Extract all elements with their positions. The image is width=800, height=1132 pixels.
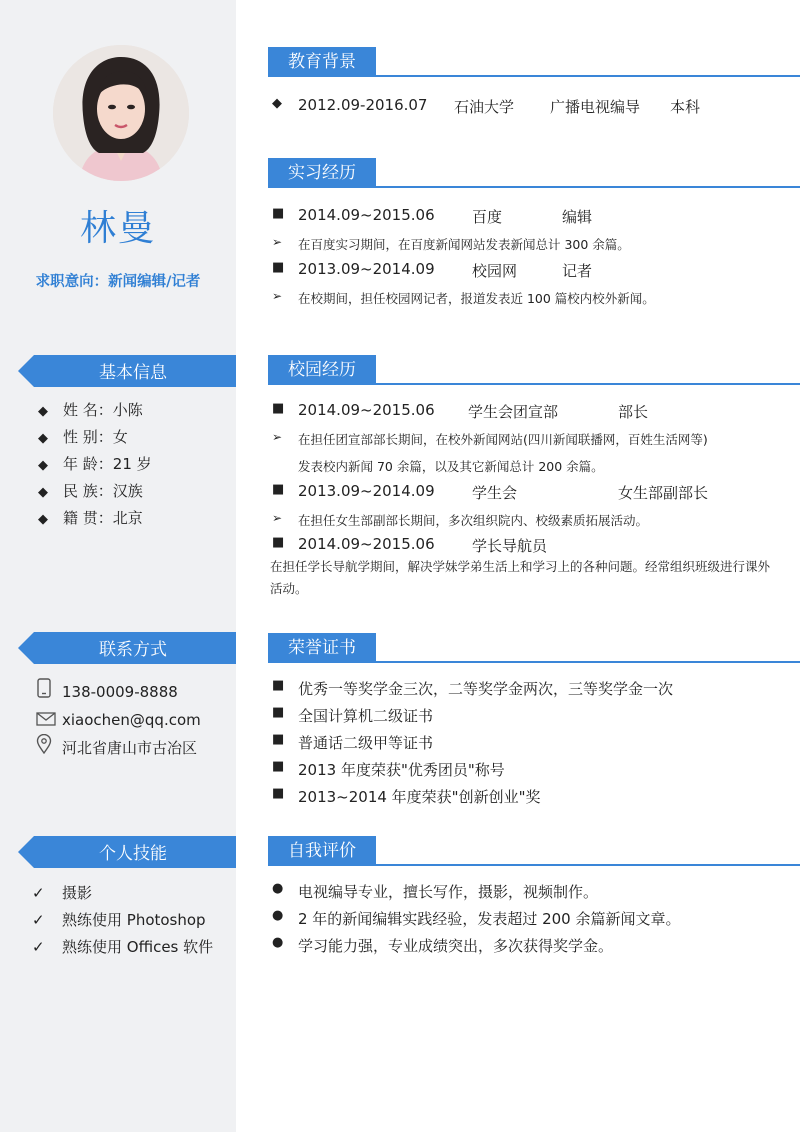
contact-title: 联系方式 [99,640,167,660]
arrow-bullet-icon: ➢ [272,235,283,249]
square-bullet-icon: ■ [272,786,285,801]
square-bullet-icon: ■ [272,732,285,747]
diamond-bullet-icon: ◆ [38,512,48,527]
square-bullet-icon: ■ [272,678,285,693]
contact-email: xiaochen@qq.com [36,706,201,734]
portrait-image [53,45,189,181]
honors-title: 荣誉证书 [268,633,376,663]
list-item: ◆ 年 龄：21 岁 [38,451,152,478]
square-bullet-icon: ■ [272,535,285,550]
square-bullet-icon: ■ [272,759,285,774]
candidate-name: 林曼 [79,208,156,249]
list-item: ◆ 籍 贯：北京 [38,505,152,532]
list-item: ◆ 民 族：汉族 [38,478,152,505]
header-divider [376,661,800,663]
diamond-bullet-icon: ◆ [38,458,48,473]
diamond-bullet-icon: ◆ [38,404,48,419]
contact-phone: 138-0009-8888 [36,678,201,706]
arrow-bullet-icon: ➢ [272,430,283,444]
square-bullet-icon: ■ [272,482,285,497]
education-header [268,47,800,79]
contact-address: 河北省唐山市古冶区 [36,734,201,762]
diamond-bullet-icon: ◆ [38,485,48,500]
phone-icon [36,678,62,707]
location-icon [36,734,62,763]
list-item: ◆ 姓 名：小陈 [38,397,152,424]
basic-info-title: 基本信息 [99,363,167,383]
header-divider [376,383,800,385]
dot-bullet-icon: ● [272,908,284,923]
square-bullet-icon: ■ [272,705,285,720]
header-divider [376,864,800,866]
check-icon: ✓ [32,911,45,929]
list-item: ✓ 摄影 [32,880,213,907]
skills-list [32,880,213,961]
header-divider [376,75,800,77]
mail-icon [36,707,62,735]
self-eval-header [268,836,800,868]
check-icon: ✓ [32,938,45,956]
dot-bullet-icon: ● [272,935,284,950]
diamond-bullet-icon: ◆ [38,431,48,446]
internship-title: 实习经历 [268,158,376,188]
self-eval-title: 自我评价 [268,836,376,866]
internship-header [268,158,800,190]
dot-bullet-icon: ● [272,881,284,896]
diamond-bullet-icon: ◆ [272,96,282,111]
main-content: 教育背景 ◆ 2012.09-2016.07 石油大学 广播电视编导 本科 实习经历 ■ 2014.09~2015.06 百度 编辑 ➢ 在百度实习期间，在百度新闻网站发表新闻总计 300 余篇。 ■ 2013.09~2014.09 校园网 记者 ➢ 在校期间，担任校园网记者，报道发表近 100 篇校内校外新闻。 校园经历 ■ 2014.09~2015.06 学生会团宣部 部长 ➢ 在担任团宣部部长期间，在校外新闻网站(四川新闻联播网，百姓生活网等) 发表校内新闻 70 余篇，以及其它新闻总计 200 余篇。 ■ 2013.09~2014.09 学生会 女生部副部长 ➢ 在担任女生部副部长期间，多次组织院内、校级素质拓展活动。 ■ 2014.09~2015.06 学长导航员 在担任学长导航学期间，解决学妹学弟生活上和学习上的各种问题。经常组织班级进行课外活动。 荣誉证书 ■ 优秀一等奖学金三次，二等奖学金两次，三等奖学金一次 ■ 全国计算机二级证书 ■ 普通话二级甲等证书 ■ 2013 年度荣获"优秀团员"称号 ■ 2013~2014 年度荣获"创新创业"奖 自我评价 ● 电视编导专业，擅长写作，摄影，视频制作。 ● 2 年的新闻编辑实践经验，发表超过 200 余篇新闻文章。 ● 学习能力强，专业成绩突出，多次获得奖学金。 [236,0,800,1132]
honors-header [268,633,800,665]
skills-title: 个人技能 [99,844,167,864]
square-bullet-icon: ■ [272,260,285,275]
basic-info-header [18,345,248,381]
list-item: ✓ 熟练使用 Photoshop [32,907,213,934]
list-item: ✓ 熟练使用 Offices 软件 [32,934,213,961]
profile-photo [53,45,189,181]
check-icon: ✓ [32,884,45,902]
campus-title: 校园经历 [268,355,376,385]
campus-paragraph: 在担任学长导航学期间，解决学妹学弟生活上和学习上的各种问题。经常组织班级进行课外活动。 [270,559,771,596]
square-bullet-icon: ■ [272,206,285,221]
contact-header [18,622,248,658]
campus-header [268,355,800,387]
basic-info-list [38,397,152,532]
arrow-bullet-icon: ➢ [272,511,283,525]
skills-header [18,826,248,862]
contact-list [36,678,201,762]
education-title: 教育背景 [268,47,376,77]
job-intent: 求职意向：新闻编辑/记者 [35,274,201,290]
sidebar [0,0,236,1132]
arrow-bullet-icon: ➢ [272,289,283,303]
list-item: ◆ 性 别：女 [38,424,152,451]
header-divider [376,186,800,188]
square-bullet-icon: ■ [272,401,285,416]
